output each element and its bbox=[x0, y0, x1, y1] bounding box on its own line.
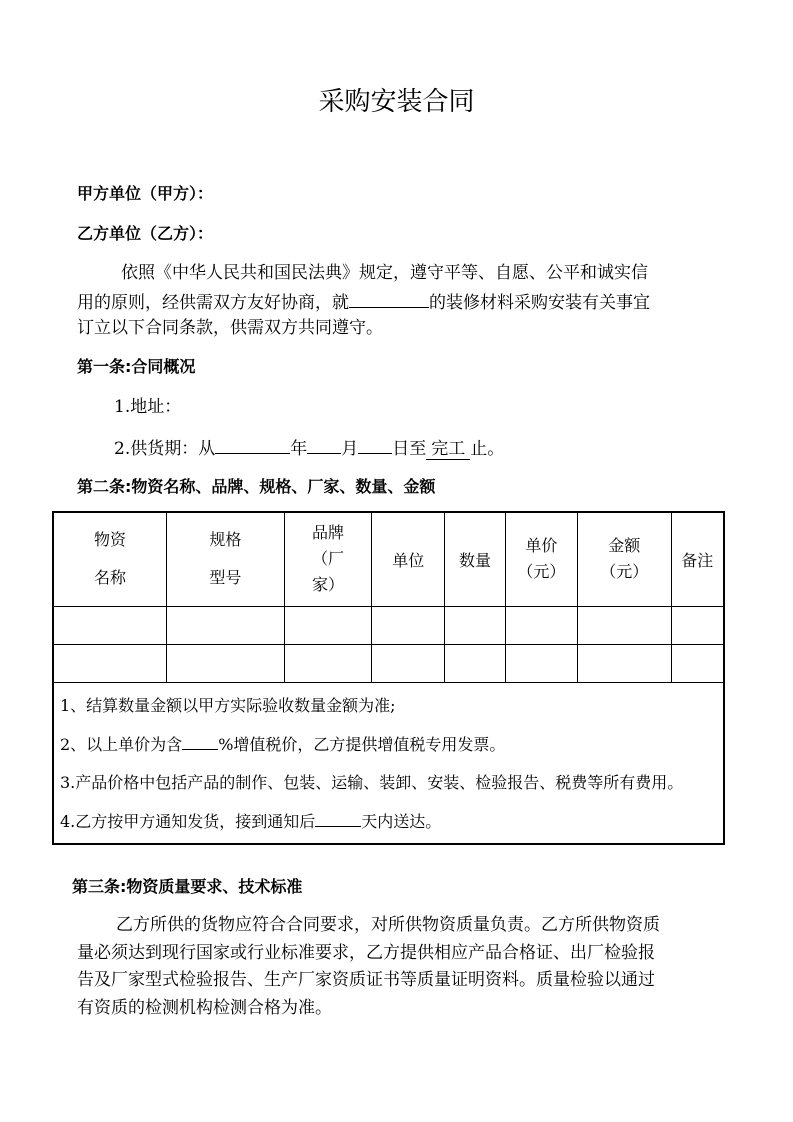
delivery-days-blank[interactable] bbox=[315, 808, 361, 827]
header-brand: 品牌 （厂 家） bbox=[284, 512, 372, 606]
day-blank[interactable] bbox=[358, 435, 392, 454]
article1-item-supply-period bbox=[114, 435, 504, 461]
article3-line-2: 量必须达到现行国家或行业标准要求，乙方提供相应产品合格证、出厂检验报 bbox=[77, 943, 655, 963]
header-name: 物资 名称 bbox=[53, 512, 167, 606]
note-1: 1、结算数量金额以甲方实际验收数量金额为准; bbox=[60, 695, 396, 715]
table-cell[interactable] bbox=[671, 606, 724, 644]
document-title: 采购安装合同 bbox=[318, 87, 475, 117]
vat-rate-blank[interactable] bbox=[182, 731, 218, 750]
day-to-label: 日至 bbox=[392, 439, 427, 459]
note-4: 4.乙方按甲方通知发货，接到通知后 天内送达。 bbox=[60, 808, 717, 835]
table-header-row bbox=[53, 512, 724, 606]
party-a-label: 甲方单位（甲方）： bbox=[77, 184, 214, 203]
note-3: 3.产品价格中包括产品的制作、包装、运输、装卸、安装、检验报告、税费等所有费用。 bbox=[60, 772, 684, 792]
header-price: 单价 （元） bbox=[505, 512, 577, 606]
article1-item-address: 1.地址： bbox=[114, 397, 182, 417]
intro-line-2-after: 的装修材料采购安装有关事宜 bbox=[429, 293, 650, 313]
year-blank[interactable] bbox=[215, 435, 290, 454]
header-qty: 数量 bbox=[445, 512, 506, 606]
project-blank[interactable] bbox=[349, 289, 429, 308]
header-amount: 金额 （元） bbox=[577, 512, 671, 606]
article3-line-3: 告及厂家型式检验报告、生产厂家资质证书等质量证明资料。质量检验以通过 bbox=[77, 970, 655, 990]
table-cell[interactable] bbox=[445, 606, 506, 644]
table-row bbox=[53, 606, 724, 644]
table-cell[interactable] bbox=[372, 606, 445, 644]
header-spec: 规格 型号 bbox=[167, 512, 285, 606]
table-cell[interactable] bbox=[53, 606, 167, 644]
table-cell[interactable] bbox=[577, 644, 671, 682]
intro-line-1: 依照《中华人民共和国民法典》规定，遵守平等、自愿、公平和诚实信 bbox=[121, 263, 648, 283]
note-2: 2、以上单价为含 %增值税价，乙方提供增值税专用发票。 bbox=[60, 731, 717, 758]
supply-period-prefix: 2.供货期：从 bbox=[114, 439, 216, 459]
header-remark: 备注 bbox=[671, 512, 724, 606]
goods-table bbox=[52, 511, 725, 845]
table-cell[interactable] bbox=[671, 644, 724, 682]
month-blank[interactable] bbox=[307, 435, 341, 454]
table-cell[interactable] bbox=[284, 606, 372, 644]
table-cell[interactable] bbox=[167, 644, 285, 682]
year-label: 年 bbox=[290, 439, 308, 459]
article3-line-1: 乙方所供的货物应符合合同要求，对所供物资质量负责。乙方所供物资质 bbox=[116, 915, 660, 935]
end-label: 止。 bbox=[470, 439, 505, 459]
party-b-label: 乙方单位（乙方）： bbox=[77, 224, 214, 243]
intro-line-2 bbox=[77, 289, 650, 315]
article2-heading: 第二条:物资名称、品牌、规格、厂家、数量、金额 bbox=[77, 477, 436, 496]
header-unit: 单位 bbox=[372, 512, 445, 606]
table-cell[interactable] bbox=[445, 644, 506, 682]
table-cell[interactable] bbox=[505, 644, 577, 682]
article3-heading: 第三条:物资质量要求、技术标准 bbox=[72, 877, 303, 896]
table-cell[interactable] bbox=[372, 644, 445, 682]
completion-text: 完工 bbox=[426, 439, 470, 460]
article1-heading: 第一条:合同概况 bbox=[77, 357, 196, 376]
table-cell[interactable] bbox=[505, 606, 577, 644]
table-cell[interactable] bbox=[53, 644, 167, 682]
month-label: 月 bbox=[341, 439, 359, 459]
table-notes bbox=[53, 682, 724, 844]
table-notes-row bbox=[53, 682, 724, 844]
table-cell[interactable] bbox=[284, 644, 372, 682]
article3-line-4: 有资质的检测机构检测合格为准。 bbox=[77, 998, 332, 1018]
table-cell[interactable] bbox=[167, 606, 285, 644]
table-row bbox=[53, 644, 724, 682]
intro-line-3: 订立以下合同条款，供需双方共同遵守。 bbox=[77, 318, 383, 338]
intro-line-2-before: 用的原则，经供需双方友好协商，就 bbox=[77, 293, 349, 313]
table-cell[interactable] bbox=[577, 606, 671, 644]
